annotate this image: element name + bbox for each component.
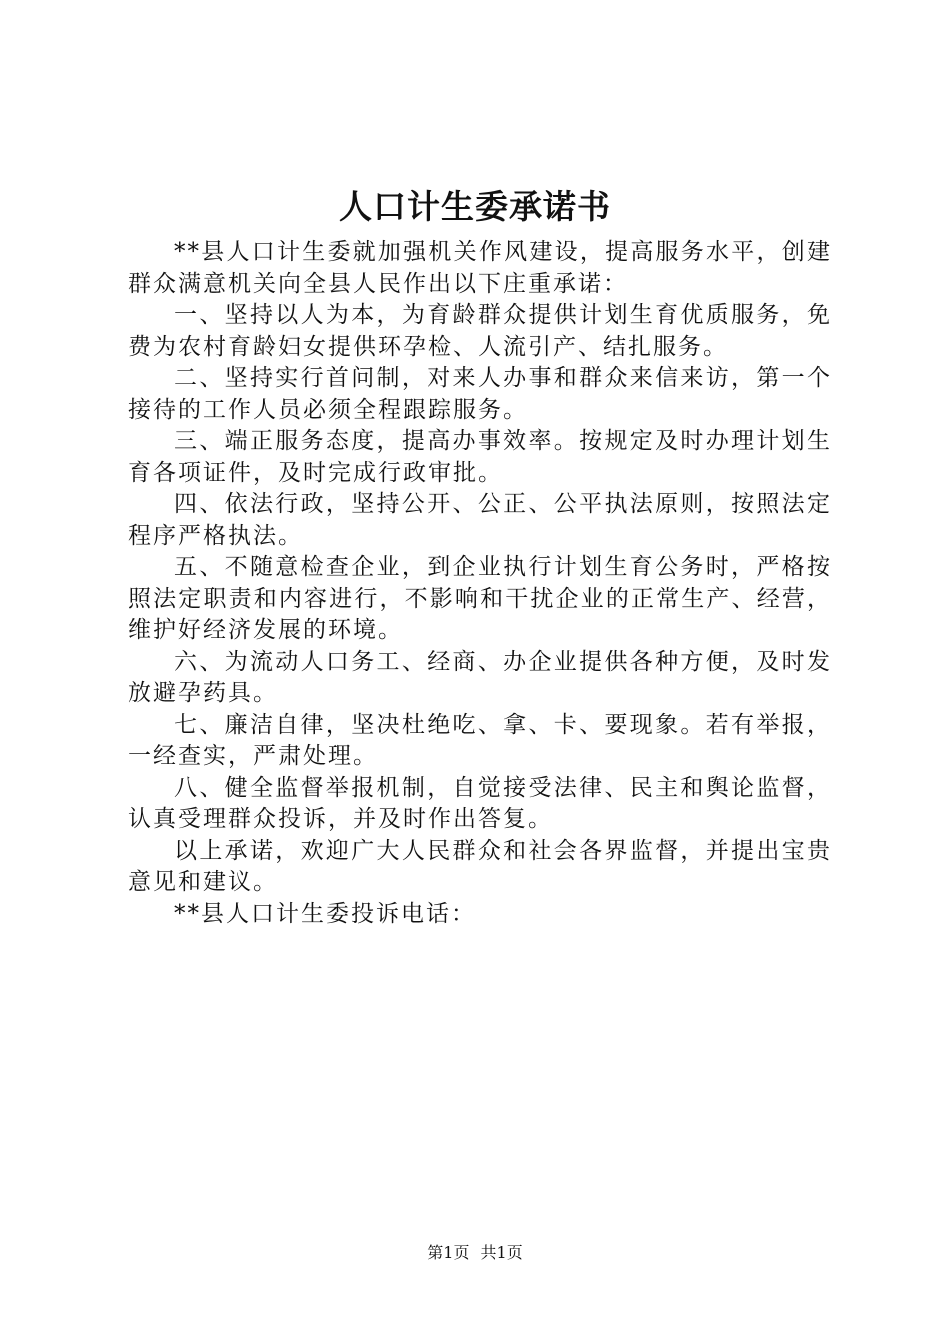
closing-paragraph: 以上承诺，欢迎广大人民群众和社会各界监督，并提出宝贵意见和建议。 (128, 837, 832, 895)
document-body (128, 237, 832, 930)
complaint-phone-line: **县人口计生委投诉电话： (174, 900, 476, 927)
page-total: 共1页 (480, 1243, 523, 1262)
page-number: 第1页 (427, 1243, 470, 1262)
commitment-paragraph-4: 四、依法行政，坚持公开、公正、公平执法原则，按照法定程序严格执法。 (128, 491, 832, 549)
intro-paragraph: **县人口计生委就加强机关作风建设，提高服务水平，创建群众满意机关向全县人民作出以下庄重承诺： (128, 239, 832, 297)
commitment-paragraph-1: 一、坚持以人为本，为育龄群众提供计划生育优质服务，免费为农村育龄妇女提供环孕检、人流引产、结扎服务。 (128, 302, 832, 360)
document-title: 人口计生委承诺书 (339, 187, 611, 226)
page-footer (0, 1242, 950, 1264)
commitment-paragraph-6: 六、为流动人口务工、经商、办企业提供各种方便，及时发放避孕药具。 (128, 648, 832, 706)
commitment-paragraph-8: 八、健全监督举报机制，自觉接受法律、民主和舆论监督，认真受理群众投诉，并及时作出答复。 (128, 774, 832, 832)
commitment-paragraph-3: 三、端正服务态度，提高办事效率。按规定及时办理计划生育各项证件，及时完成行政审批。 (128, 428, 832, 486)
commitment-paragraph-7: 七、廉洁自律，坚决杜绝吃、拿、卡、要现象。若有举报，一经查实，严肃处理。 (128, 711, 832, 769)
commitment-paragraph-2: 二、坚持实行首问制，对来人办事和群众来信来访，第一个接待的工作人员必须全程跟踪服务。 (128, 365, 832, 423)
commitment-paragraph-5: 五、不随意检查企业，到企业执行计划生育公务时，严格按照法定职责和内容进行，不影响和干扰企业的正常生产、经营，维护好经济发展的环境。 (128, 554, 832, 643)
